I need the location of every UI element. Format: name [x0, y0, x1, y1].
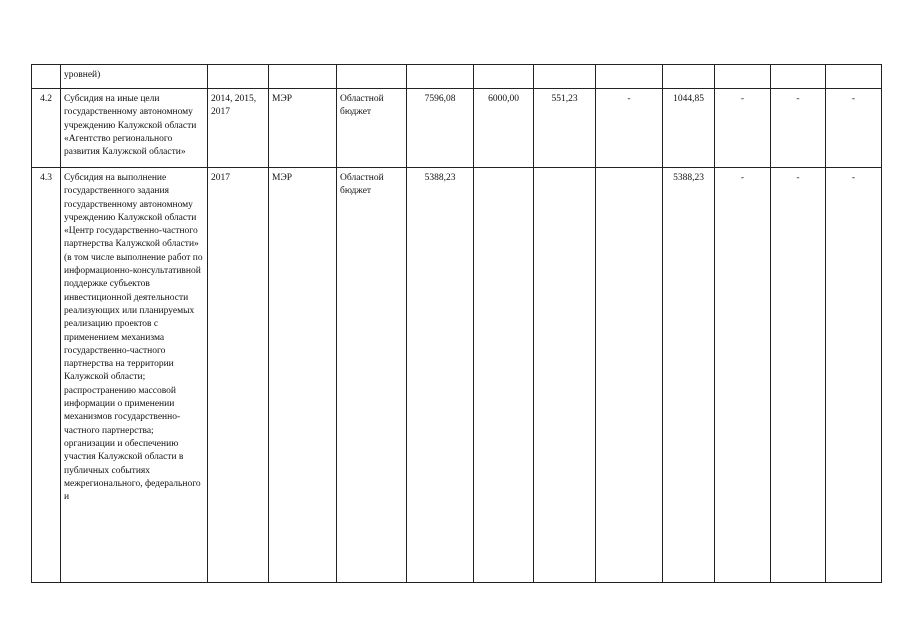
row-total: 7596,08: [407, 89, 474, 168]
row-number: 4.2: [32, 89, 61, 168]
row-y2018: [715, 65, 771, 89]
budget-table: [31, 64, 882, 583]
row-y2016: -: [596, 89, 663, 168]
row-y2019: -: [771, 168, 826, 583]
row-y2020: [826, 65, 882, 89]
row-executor: [269, 65, 337, 89]
row-y2018: -: [715, 168, 771, 583]
row-y2019: -: [771, 89, 826, 168]
row-y2014: [474, 168, 534, 583]
row-y2016: [596, 65, 663, 89]
row-number: 4.3: [32, 168, 61, 583]
row-description: уровней): [61, 65, 208, 89]
row-years: 2014, 2015, 2017: [208, 89, 269, 168]
row-y2017: 5388,23: [663, 168, 715, 583]
row-y2015: [534, 168, 596, 583]
row-source: [337, 65, 407, 89]
row-y2017: 1044,85: [663, 89, 715, 168]
row-years: 2017: [208, 168, 269, 583]
row-description: Субсидия на иные цели государственному автономному учреждению Калужской области «Агентство регионального развития Калужской области»: [61, 89, 208, 168]
row-description: Субсидия на выполнение государственного задания государственному автономному учреждению Калужской области «Центр государственно-частного партнерства Калужской области» (в том числе выполнение работ по информационно-консультативной поддержке субъектов инвестиционной деятельности реализующих или планируемых реализацию проектов с применением механизма государственно-частного партнерства на территории Калужской области; распространению массовой информации о применении механизмов государственно-частного партнерства; организации и обеспечению участия Калужской области в публичных событиях межрегионального, федерального и: [61, 168, 208, 583]
row-y2020: -: [826, 168, 882, 583]
row-total: [407, 65, 474, 89]
table-row: [32, 65, 882, 89]
row-y2015: [534, 65, 596, 89]
row-executor: МЭР: [269, 89, 337, 168]
row-y2014: [474, 65, 534, 89]
row-y2020: -: [826, 89, 882, 168]
row-executor: МЭР: [269, 168, 337, 583]
row-source: Областной бюджет: [337, 89, 407, 168]
table-row: [32, 168, 882, 583]
row-y2014: 6000,00: [474, 89, 534, 168]
row-y2019: [771, 65, 826, 89]
row-y2016: [596, 168, 663, 583]
row-y2018: -: [715, 89, 771, 168]
row-number: [32, 65, 61, 89]
table-row: [32, 89, 882, 168]
row-source: Областной бюджет: [337, 168, 407, 583]
row-years: [208, 65, 269, 89]
row-y2017: [663, 65, 715, 89]
row-y2015: 551,23: [534, 89, 596, 168]
row-total: 5388,23: [407, 168, 474, 583]
